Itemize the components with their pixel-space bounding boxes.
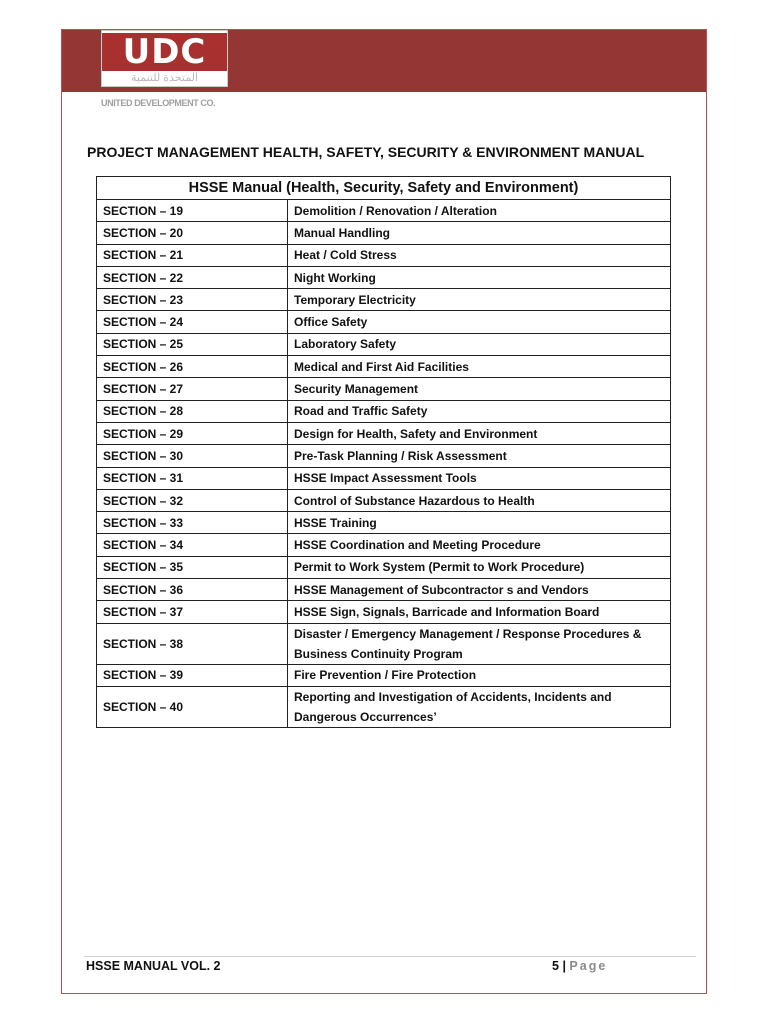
section-title: Office Safety bbox=[288, 311, 671, 333]
section-number: SECTION – 37 bbox=[97, 601, 288, 623]
section-number: SECTION – 22 bbox=[97, 266, 288, 288]
section-number: SECTION – 29 bbox=[97, 422, 288, 444]
toc-row bbox=[97, 489, 671, 511]
footer-rule bbox=[84, 956, 696, 957]
toc-row bbox=[97, 467, 671, 489]
toc-row bbox=[97, 378, 671, 400]
toc-row bbox=[97, 686, 671, 727]
section-title: Control of Substance Hazardous to Health bbox=[288, 489, 671, 511]
section-number: SECTION – 25 bbox=[97, 333, 288, 355]
toc-row bbox=[97, 512, 671, 534]
section-number: SECTION – 21 bbox=[97, 244, 288, 266]
section-number: SECTION – 24 bbox=[97, 311, 288, 333]
section-number: SECTION – 33 bbox=[97, 512, 288, 534]
toc-row bbox=[97, 664, 671, 686]
section-title: Permit to Work System (Permit to Work Procedure) bbox=[288, 556, 671, 578]
section-title: HSSE Training bbox=[288, 512, 671, 534]
section-title: Manual Handling bbox=[288, 222, 671, 244]
section-number: SECTION – 23 bbox=[97, 289, 288, 311]
toc-row bbox=[97, 422, 671, 444]
section-number: SECTION – 32 bbox=[97, 489, 288, 511]
toc-row bbox=[97, 579, 671, 601]
section-number: SECTION – 27 bbox=[97, 378, 288, 400]
section-title: Fire Prevention / Fire Protection bbox=[288, 664, 671, 686]
toc-row bbox=[97, 222, 671, 244]
toc-table bbox=[96, 176, 671, 728]
section-number: SECTION – 31 bbox=[97, 467, 288, 489]
company-name: UNITED DEVELOPMENT CO. bbox=[101, 98, 216, 108]
document-title: PROJECT MANAGEMENT HEALTH, SAFETY, SECURITY & ENVIRONMENT MANUAL bbox=[87, 144, 645, 160]
toc-row bbox=[97, 400, 671, 422]
section-number: SECTION – 30 bbox=[97, 445, 288, 467]
toc-body bbox=[97, 200, 671, 728]
section-title: Temporary Electricity bbox=[288, 289, 671, 311]
toc-row bbox=[97, 289, 671, 311]
section-number: SECTION – 19 bbox=[97, 200, 288, 222]
toc-row bbox=[97, 333, 671, 355]
toc-row bbox=[97, 200, 671, 222]
section-title: Medical and First Aid Facilities bbox=[288, 356, 671, 378]
footer-manual-label: HSSE MANUAL VOL. 2 bbox=[86, 959, 221, 973]
section-title: Night Working bbox=[288, 266, 671, 288]
page-number: 5 bbox=[552, 959, 559, 973]
section-title: HSSE Sign, Signals, Barricade and Information Board bbox=[288, 601, 671, 623]
section-title: HSSE Management of Subcontractor s and Vendors bbox=[288, 579, 671, 601]
section-title: Laboratory Safety bbox=[288, 333, 671, 355]
section-number: SECTION – 28 bbox=[97, 400, 288, 422]
section-title: Pre-Task Planning / Risk Assessment bbox=[288, 445, 671, 467]
toc-row bbox=[97, 311, 671, 333]
toc-row bbox=[97, 623, 671, 664]
section-number: SECTION – 39 bbox=[97, 664, 288, 686]
section-title: Road and Traffic Safety bbox=[288, 400, 671, 422]
section-title: HSSE Coordination and Meeting Procedure bbox=[288, 534, 671, 556]
section-title: Heat / Cold Stress bbox=[288, 244, 671, 266]
section-number: SECTION – 35 bbox=[97, 556, 288, 578]
toc-row bbox=[97, 556, 671, 578]
page-separator: | bbox=[562, 959, 566, 973]
section-number: SECTION – 34 bbox=[97, 534, 288, 556]
toc-row bbox=[97, 534, 671, 556]
section-title: Demolition / Renovation / Alteration bbox=[288, 200, 671, 222]
page-word: Page bbox=[569, 959, 608, 973]
toc-row bbox=[97, 445, 671, 467]
section-number: SECTION – 38 bbox=[97, 623, 288, 664]
section-number: SECTION – 40 bbox=[97, 686, 288, 727]
footer-page-indicator bbox=[552, 959, 607, 973]
section-title: Design for Health, Safety and Environment bbox=[288, 422, 671, 444]
toc-row bbox=[97, 356, 671, 378]
section-title: Reporting and Investigation of Accidents, Incidents and Dangerous Occurrences’ bbox=[288, 686, 671, 727]
section-number: SECTION – 20 bbox=[97, 222, 288, 244]
section-number: SECTION – 36 bbox=[97, 579, 288, 601]
toc-row bbox=[97, 244, 671, 266]
toc-heading: HSSE Manual (Health, Security, Safety and Environment) bbox=[97, 177, 671, 200]
section-title: Disaster / Emergency Management / Response Procedures & Business Continuity Program bbox=[288, 623, 671, 664]
logo-arabic-text: المتحدة للتنمية bbox=[131, 72, 198, 84]
section-title: Security Management bbox=[288, 378, 671, 400]
section-title: HSSE Impact Assessment Tools bbox=[288, 467, 671, 489]
section-number: SECTION – 26 bbox=[97, 356, 288, 378]
toc-row bbox=[97, 601, 671, 623]
logo-text: UDC bbox=[102, 33, 227, 71]
company-logo bbox=[101, 30, 228, 87]
toc-row bbox=[97, 266, 671, 288]
